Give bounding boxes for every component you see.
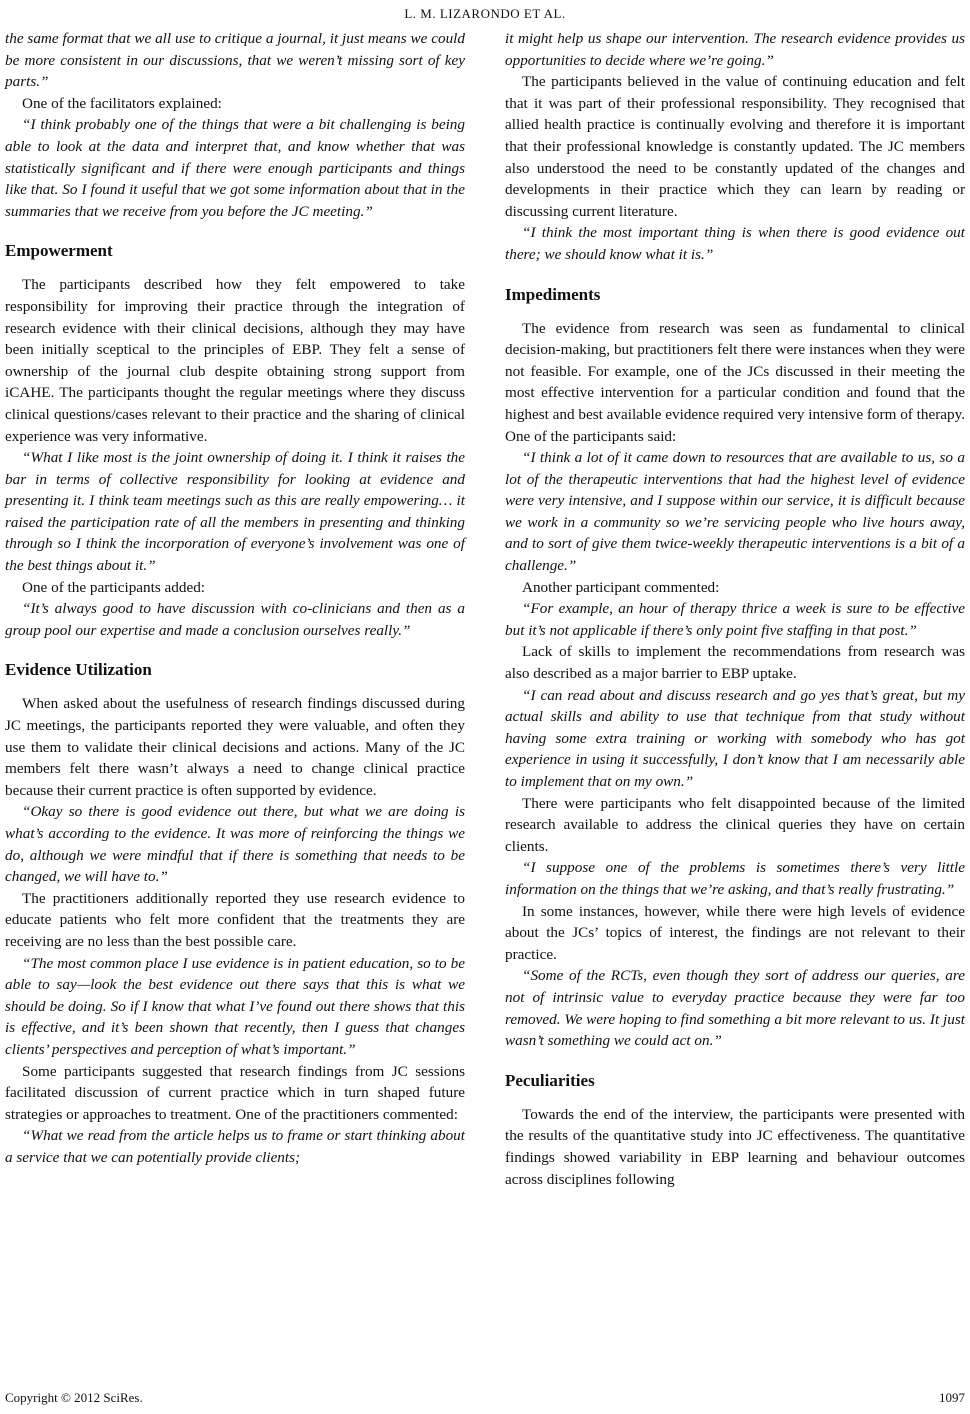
body-paragraph: The evidence from research was seen as fundamental to clinical decision-making, but practitioners felt there were instances when they were not feasible. For example, one of the JCs discussed in their meeting the most effective intervention for a particular condition and found that the highest and best available evidence required very intensive form of therapy. One of the participants said: <box>505 319 965 445</box>
section-heading: Peculiarities <box>505 1070 595 1090</box>
body-paragraph: The practitioners additionally reported they use research evidence to educate patients who felt more confident that the treatments they are receiving are no less than the best possible care. <box>5 889 465 950</box>
quote-paragraph: “I think the most important thing is when there is good evidence out there; we should know what it is.” <box>505 224 965 263</box>
quote-paragraph: “What I like most is the joint ownership of doing it. I think it raises the bar in terms of collective responsibility for looking at evidence and presenting it. I think team meetings such as this are really empowering… it raised the participation rate of all the members in presenting and thinking through so I think the incorporation of everyone’s involvement was one of the best things about it.” <box>5 449 465 575</box>
quote-paragraph: “The most common place I use evidence is in patient education, so to be able to say—look the best evidence out there says that this is what we should be doing. So if I know that what I’ve found out there shows that this is effective, and it’s been shown that recently, then I guess that changes clients’ perspectives and perception of what’s important.” <box>5 954 465 1058</box>
body-paragraph: Another participant commented: <box>522 578 720 596</box>
body-paragraph: Towards the end of the interview, the participants were presented with the results of the quantitative study into JC effectiveness. The quantitative findings showed variability in EBP learning and behaviour outcomes across disciplines following <box>505 1105 965 1188</box>
page-footer <box>5 1390 965 1406</box>
quote-paragraph: it might help us shape our intervention. The research evidence provides us opportunities to decide where we’re going.” <box>505 30 965 69</box>
page-number: 1097 <box>939 1390 965 1405</box>
body-paragraph: One of the participants added: <box>22 578 206 596</box>
quote-paragraph: “I think a lot of it came down to resources that are available to us, so a lot of the therapeutic interventions that had the highest level of evidence were very intensive, and I suppose within our service, it is difficult because we work in a community so we’re servicing people who live hours away, and to sort of give them twice-weekly therapeutic interventions is a bit of a challenge.” <box>505 449 965 575</box>
section-heading: Evidence Utilization <box>5 660 152 680</box>
quote-paragraph: “I suppose one of the problems is sometimes there’s very little information on the things that we’re asking, and that’s really frustrating.” <box>505 859 965 898</box>
section-heading: Empowerment <box>5 241 113 261</box>
running-head: L. M. LIZARONDO ET AL. <box>404 6 566 21</box>
quote-paragraph: “Some of the RCTs, even though they sort of address our queries, are not of intrinsic value to everyday practice because they were far too removed. We were hoping to find something a bit more relevant to us. It just wasn’t something we could act on.” <box>505 967 965 1050</box>
quote-paragraph: “I think probably one of the things that were a bit challenging is being able to look at the data and interpret that, and know whether that was statistically significant and if there were enough participants and things like that. So I found it useful that we got some information about that in the summaries that we receive from you before the JC meeting.” <box>5 116 465 220</box>
quote-paragraph: “Okay so there is good evidence out there, but what we are doing is what’s according to the evidence. It was more of reinforcing the things we do, although we were mindful that if there is something that needs to be changed, we will have to.” <box>5 803 465 886</box>
body-paragraph: One of the facilitators explained: <box>22 94 222 112</box>
quote-paragraph: “It’s always good to have discussion with co-clinicians and then as a group pool our expertise and made a conclusion ourselves really.” <box>5 600 465 639</box>
body-paragraph: Lack of skills to implement the recommendations from research was also described as a major barrier to EBP uptake. <box>505 643 965 683</box>
quote-paragraph: “For example, an hour of therapy thrice a week is sure to be effective but it’s not applicable if there’s only point five staffing in that post.” <box>505 600 965 639</box>
quote-paragraph: “I can read about and discuss research and go yes that’s great, but my actual skills and ability to use that technique from that study without having some extra training or working with somebody who has got experience in using it successfully, I don’t know that I am necessarily able to implement that on my own.” <box>505 686 965 790</box>
body-paragraph: The participants believed in the value of continuing education and felt that it was part of their professional responsibility. They recognised that allied health practice is continually evolving and therefore it is important that their professional knowledge is constantly updated. The JC members also understood the need to be constantly updated of the changes and developments in their practice which they can learn by reading or discussing current literature. <box>505 73 965 220</box>
body-paragraph: There were participants who felt disappointed because of the limited research available to address the clinical queries they have on certain clients. <box>505 794 965 855</box>
quote-paragraph: the same format that we all use to critique a journal, it just means we could be more consistent in our discussions, that we weren’t missing sort of key parts.” <box>5 30 465 91</box>
section-heading: Impediments <box>505 284 601 304</box>
body-paragraph: Some participants suggested that research findings from JC sessions facilitated discussion of current practice which in turn shaped future strategies or approaches to treatment. One of the practitioners commented: <box>5 1062 465 1123</box>
body-paragraph: When asked about the usefulness of research findings discussed during JC meetings, the participants reported they were valuable, and often they use them to validate their clinical decisions and actions. Many of the JC members felt there wasn’t always a need to change clinical practice because their current practice is often supported by evidence. <box>5 695 465 799</box>
quote-paragraph: “What we read from the article helps us to frame or start thinking about a service that we can potentially provide clients; <box>5 1127 465 1166</box>
left-column <box>5 28 465 1169</box>
body-paragraph: In some instances, however, while there were high levels of evidence about the JCs’ topics of interest, the findings are not relevant to their practice. <box>505 902 965 963</box>
copyright-notice: Copyright © 2012 SciRes. <box>5 1390 143 1405</box>
body-paragraph: The participants described how they felt empowered to take responsibility for improving their practice through the integration of research evidence with their clinical decisions, although they may have been initially sceptical to the principles of EBP. They felt a sense of ownership of the journal club despite obtaining strong support from iCAHE. The participants thought the regular meetings where they discuss clinical questions/cases relevant to their practice and the sharing of clinical experience was very informative. <box>5 276 465 445</box>
right-column <box>505 28 965 1190</box>
